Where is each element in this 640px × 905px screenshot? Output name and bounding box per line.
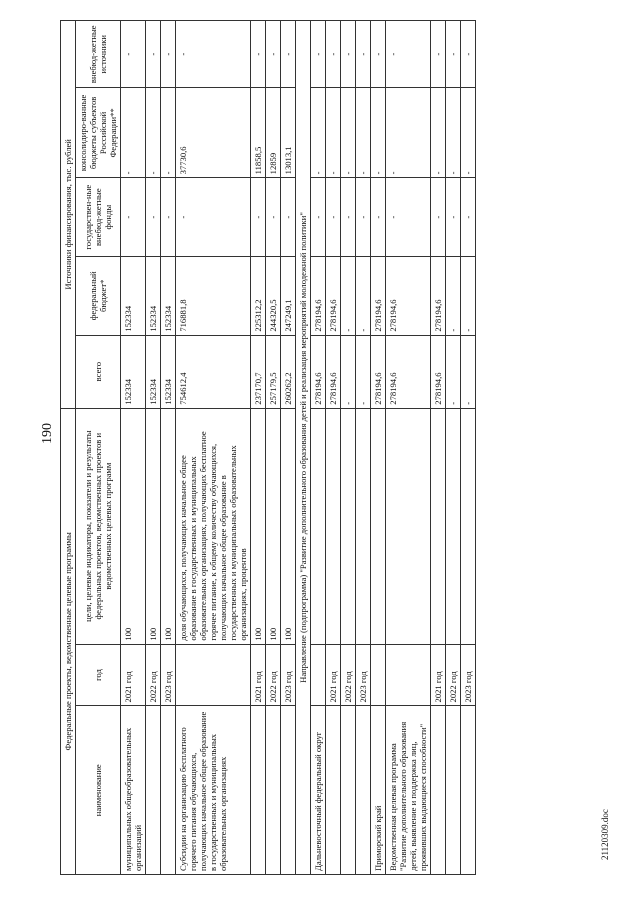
- cell-total: 278194,6: [431, 335, 446, 408]
- cell-name: [161, 706, 176, 875]
- header-name: наименование: [76, 706, 121, 875]
- cell-extra: -: [461, 21, 476, 88]
- cell-federal: 716881,8: [176, 257, 251, 336]
- cell-total: 754612,4: [176, 335, 251, 408]
- table-row: [176, 21, 251, 875]
- cell-regional: 13013,1: [281, 88, 296, 178]
- cell-name: Ведомственная целевая программа "Развитие дополнительного образования детей, выявление и поддержка лиц, проявивших выдающиеся способности": [386, 706, 431, 875]
- header-federal: федеральный бюджет*: [76, 257, 121, 336]
- cell-total: 152334: [161, 335, 176, 408]
- cell-name: [251, 706, 266, 875]
- cell-year: [311, 644, 326, 706]
- cell-year: 2021 год: [251, 644, 266, 706]
- table-row: [121, 21, 146, 875]
- cell-total: 278194,6: [386, 335, 431, 408]
- cell-state-funds: -: [326, 178, 341, 257]
- cell-regional: 12859: [266, 88, 281, 178]
- cell-name: [266, 706, 281, 875]
- cell-extra: -: [281, 21, 296, 88]
- cell-year: 2022 год: [446, 644, 461, 706]
- cell-goal: 100: [266, 408, 281, 644]
- table-row: [251, 21, 266, 875]
- cell-state-funds: -: [371, 178, 386, 257]
- cell-state-funds: -: [311, 178, 326, 257]
- cell-extra: -: [371, 21, 386, 88]
- header-group-projects: Федеральные проекты, ведомственные целевые программы: [61, 408, 76, 874]
- cell-extra: -: [386, 21, 431, 88]
- cell-name: [356, 706, 371, 875]
- cell-federal: 152334: [121, 257, 146, 336]
- table-row: [356, 21, 371, 875]
- cell-federal: 225312,2: [251, 257, 266, 336]
- table-row: [431, 21, 446, 875]
- cell-regional: -: [446, 88, 461, 178]
- cell-federal: 278194,6: [371, 257, 386, 336]
- cell-year: 2022 год: [266, 644, 281, 706]
- cell-state-funds: -: [266, 178, 281, 257]
- cell-goal: [431, 408, 446, 644]
- table-row: [371, 21, 386, 875]
- cell-regional: 37730,6: [176, 88, 251, 178]
- table-row: [266, 21, 281, 875]
- cell-goal: 100: [251, 408, 266, 644]
- cell-total: 278194,6: [371, 335, 386, 408]
- cell-goal: 100: [281, 408, 296, 644]
- header-year: год: [76, 644, 121, 706]
- financing-table: [60, 20, 476, 875]
- cell-extra: -: [326, 21, 341, 88]
- cell-extra: -: [251, 21, 266, 88]
- cell-state-funds: -: [356, 178, 371, 257]
- table-row: [161, 21, 176, 875]
- cell-regional: -: [386, 88, 431, 178]
- cell-goal: доля обучающихся, получающих начальное общее образование в государственных и муниципальных образовательных организациях, получающих бесплатное горячее питание, к общему количеству обучающихся, получающих начальное общее образование в государственных и муниципальных образовательных организациях, процентов: [176, 408, 251, 644]
- cell-year: 2023 год: [161, 644, 176, 706]
- header-total: всего: [76, 335, 121, 408]
- table-row: [146, 21, 161, 875]
- cell-federal: -: [461, 257, 476, 336]
- cell-extra: -: [311, 21, 326, 88]
- cell-goal: [326, 408, 341, 644]
- cell-year: 2022 год: [146, 644, 161, 706]
- cell-goal: 100: [146, 408, 161, 644]
- cell-total: -: [461, 335, 476, 408]
- section-title: Направление (подпрограмма) "Развитие дополнительного образования детей и реализация мероприятий молодежной политики": [296, 21, 311, 875]
- cell-state-funds: -: [341, 178, 356, 257]
- cell-year: [371, 644, 386, 706]
- cell-extra: -: [266, 21, 281, 88]
- cell-name: Субсидии на организацию бесплатного горячего питания обучающихся, получающих начальное общее образование в государственных и муниципальных образовательных организациях: [176, 706, 251, 875]
- cell-federal: 152334: [146, 257, 161, 336]
- cell-year: 2021 год: [326, 644, 341, 706]
- cell-name: [431, 706, 446, 875]
- cell-extra: -: [121, 21, 146, 88]
- cell-total: 278194,6: [311, 335, 326, 408]
- header-group-financing: Источники финансирования, тыс. рублей: [61, 21, 76, 409]
- table-row: [281, 21, 296, 875]
- cell-name: [146, 706, 161, 875]
- table-row: [461, 21, 476, 875]
- table-row: [386, 21, 431, 875]
- cell-year: 2023 год: [356, 644, 371, 706]
- cell-goal: [386, 408, 431, 644]
- cell-state-funds: -: [161, 178, 176, 257]
- cell-extra: -: [356, 21, 371, 88]
- cell-extra: -: [176, 21, 251, 88]
- cell-year: 2021 год: [121, 644, 146, 706]
- table-row: [446, 21, 461, 875]
- cell-regional: -: [461, 88, 476, 178]
- cell-federal: 244320,5: [266, 257, 281, 336]
- cell-total: 152334: [121, 335, 146, 408]
- cell-total: 237170,7: [251, 335, 266, 408]
- cell-federal: -: [356, 257, 371, 336]
- cell-federal: -: [446, 257, 461, 336]
- cell-federal: 278194,6: [311, 257, 326, 336]
- cell-goal: [461, 408, 476, 644]
- cell-federal: 278194,6: [326, 257, 341, 336]
- cell-name: [326, 706, 341, 875]
- cell-regional: -: [341, 88, 356, 178]
- cell-goal: [371, 408, 386, 644]
- cell-federal: -: [341, 257, 356, 336]
- cell-state-funds: -: [176, 178, 251, 257]
- cell-regional: -: [311, 88, 326, 178]
- table-row: [341, 21, 356, 875]
- cell-state-funds: -: [121, 178, 146, 257]
- cell-federal: 278194,6: [431, 257, 446, 336]
- cell-goal: 100: [161, 408, 176, 644]
- cell-state-funds: -: [386, 178, 431, 257]
- cell-extra: -: [431, 21, 446, 88]
- cell-extra: -: [446, 21, 461, 88]
- cell-federal: 152334: [161, 257, 176, 336]
- cell-total: 152334: [146, 335, 161, 408]
- cell-state-funds: -: [146, 178, 161, 257]
- cell-state-funds: -: [461, 178, 476, 257]
- rotated-table-sheet: [60, 20, 620, 875]
- cell-extra: -: [341, 21, 356, 88]
- cell-goal: [356, 408, 371, 644]
- cell-regional: -: [431, 88, 446, 178]
- cell-state-funds: -: [251, 178, 266, 257]
- header-state-funds: государствен-ные внебюд-жетные фонды: [76, 178, 121, 257]
- table-row: [311, 21, 326, 875]
- header-extra: внебюд-жетные источники: [76, 21, 121, 88]
- footer-filename: 21120309.doc: [600, 809, 610, 860]
- header-regional: консолидиро-ванные бюджеты субъектов Российской Федерации**: [76, 88, 121, 178]
- cell-goal: [311, 408, 326, 644]
- cell-extra: -: [146, 21, 161, 88]
- cell-federal: 247249,1: [281, 257, 296, 336]
- cell-year: 2023 год: [281, 644, 296, 706]
- cell-regional: 11858,5: [251, 88, 266, 178]
- cell-state-funds: -: [281, 178, 296, 257]
- table-row: [326, 21, 341, 875]
- cell-regional: -: [371, 88, 386, 178]
- cell-name: [281, 706, 296, 875]
- cell-total: -: [356, 335, 371, 408]
- cell-extra: -: [161, 21, 176, 88]
- cell-year: 2022 год: [341, 644, 356, 706]
- cell-goal: 100: [121, 408, 146, 644]
- cell-name: [341, 706, 356, 875]
- cell-regional: -: [161, 88, 176, 178]
- cell-state-funds: -: [431, 178, 446, 257]
- cell-year: 2023 год: [461, 644, 476, 706]
- cell-regional: -: [356, 88, 371, 178]
- cell-name: [461, 706, 476, 875]
- cell-goal: [446, 408, 461, 644]
- cell-regional: -: [326, 88, 341, 178]
- cell-year: [176, 644, 251, 706]
- page-number: 190: [40, 423, 55, 444]
- cell-state-funds: -: [446, 178, 461, 257]
- cell-total: -: [341, 335, 356, 408]
- cell-total: 278194,6: [326, 335, 341, 408]
- cell-regional: -: [146, 88, 161, 178]
- cell-total: 257179,5: [266, 335, 281, 408]
- cell-name: муниципальных общеобразовательных организаций: [121, 706, 146, 875]
- cell-federal: 278194,6: [386, 257, 431, 336]
- cell-year: 2021 год: [431, 644, 446, 706]
- cell-regional: -: [121, 88, 146, 178]
- header-goals: цели, целевые индикаторы, показатели и результаты федеральных проектов, ведомственных проектов и ведомственных целевых программ: [76, 408, 121, 644]
- cell-total: -: [446, 335, 461, 408]
- cell-name: Приморский край: [371, 706, 386, 875]
- cell-year: [386, 644, 431, 706]
- cell-name: Дальневосточный федеральный округ: [311, 706, 326, 875]
- cell-goal: [341, 408, 356, 644]
- cell-total: 260262,2: [281, 335, 296, 408]
- cell-name: [446, 706, 461, 875]
